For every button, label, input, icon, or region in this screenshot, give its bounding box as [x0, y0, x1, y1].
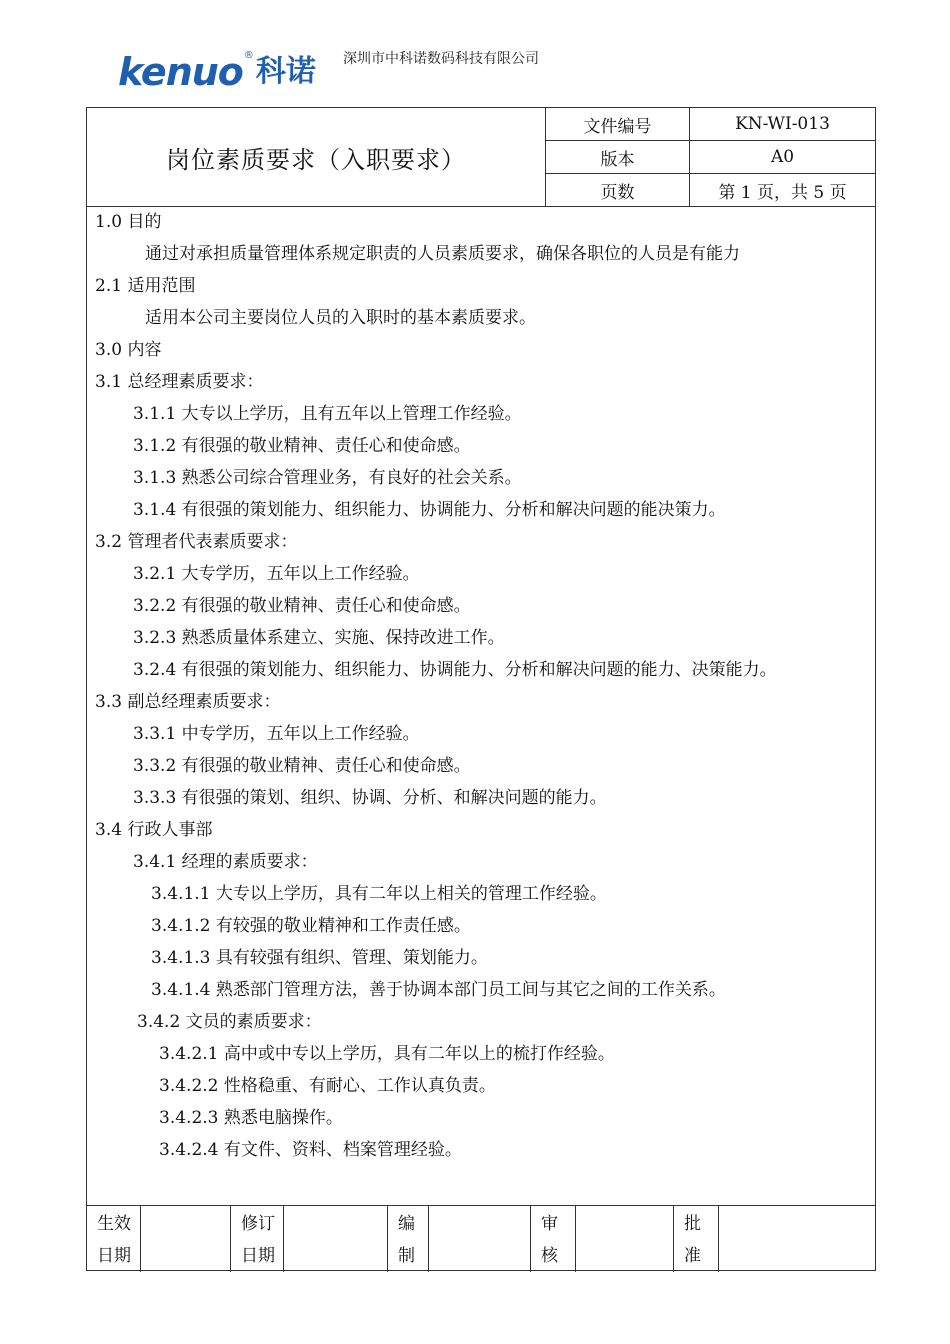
subsection-heading: 3.4.1 经理的素质要求：	[133, 852, 318, 872]
section-heading: 2.1 适用范围	[95, 276, 196, 296]
subsection-heading: 3.4.2 文员的素质要求：	[137, 1012, 322, 1032]
document-frame	[86, 107, 876, 1271]
list-item: 3.4.2.3 熟悉电脑操作。	[159, 1108, 343, 1128]
effective-date-label: 生效 日期	[87, 1206, 141, 1272]
header-table	[87, 108, 875, 207]
prepared-by-value[interactable]	[429, 1206, 531, 1272]
meta-value: KN-WI-013	[735, 114, 830, 134]
meta-key: 文件编号	[546, 108, 690, 140]
reviewed-by-value[interactable]	[576, 1206, 674, 1272]
list-item: 3.2.4 有很强的策划能力、组织能力、协调能力、分析和解决问题的能力、决策能力。	[133, 660, 777, 680]
revision-date-label: 修订 日期	[231, 1206, 284, 1272]
document-meta	[546, 108, 875, 206]
section-heading: 3.2 管理者代表素质要求：	[95, 532, 298, 552]
list-item: 3.2.1 大专学历，五年以上工作经验。	[133, 564, 420, 584]
effective-date-value[interactable]	[141, 1206, 231, 1272]
list-item: 3.4.2.4 有文件、资料、档案管理经验。	[159, 1140, 462, 1160]
meta-row-version	[546, 141, 875, 173]
list-item: 3.4.2.2 性格稳重、有耐心、工作认真负责。	[159, 1076, 496, 1096]
reviewed-by-label: 审 核	[531, 1206, 576, 1272]
list-item: 3.1.3 熟悉公司综合管理业务，有良好的社会关系。	[133, 468, 522, 488]
section-heading: 3.3 副总经理素质要求：	[95, 692, 281, 712]
meta-row-pages	[546, 174, 875, 206]
logo-chinese: 科诺	[255, 54, 316, 89]
approved-by-label: 批 准	[674, 1206, 719, 1272]
list-item: 3.1.4 有很强的策划能力、组织能力、协调能力、分析和解决问题的能决策力。	[133, 500, 726, 520]
list-item: 3.4.1.2 有较强的敬业精神和工作责任感。	[151, 916, 471, 936]
meta-value: 第 1 页，共 5 页	[718, 182, 847, 203]
list-item: 3.1.1 大专以上学历，且有五年以上管理工作经验。	[133, 404, 522, 424]
list-item: 3.2.2 有很强的敬业精神、责任心和使命感。	[133, 596, 471, 616]
list-item: 3.3.1 中专学历，五年以上工作经验。	[133, 724, 420, 744]
body-text: 通过对承担质量管理体系规定职责的人员素质要求，确保各职位的人员是有能力	[145, 244, 740, 264]
meta-value: A0	[770, 147, 795, 167]
section-heading: 3.0 内容	[95, 340, 162, 360]
prepared-by-label: 编 制	[388, 1206, 429, 1272]
meta-key: 版本	[546, 141, 690, 173]
section-heading: 1.0 目的	[95, 212, 162, 232]
list-item: 3.4.1.3 具有较强有组织、管理、策划能力。	[151, 948, 488, 968]
company-name: 深圳市中科诺数码科技有限公司	[343, 51, 539, 67]
list-item: 3.2.3 熟悉质量体系建立、实施、保持改进工作。	[133, 628, 505, 648]
section-heading: 3.1 总经理素质要求：	[95, 372, 264, 392]
list-item: 3.4.1.4 熟悉部门管理方法，善于协调本部门员工间与其它之间的工作关系。	[151, 980, 726, 1000]
company-logo	[118, 48, 316, 92]
section-heading: 3.4 行政人事部	[95, 820, 213, 840]
list-item: 3.3.3 有很强的策划、组织、协调、分析、和解决问题的能力。	[133, 788, 607, 808]
body-text: 适用本公司主要岗位人员的入职时的基本素质要求。	[145, 308, 536, 328]
registered-mark: ®	[243, 50, 254, 61]
approved-by-value[interactable]	[719, 1206, 875, 1272]
list-item: 3.4.2.1 高中或中专以上学历，具有二年以上的梳打作经验。	[159, 1044, 615, 1064]
meta-key: 页数	[546, 174, 690, 206]
approval-table	[87, 1205, 875, 1272]
meta-row-doc-number	[546, 108, 875, 140]
list-item: 3.3.2 有很强的敬业精神、责任心和使命感。	[133, 756, 471, 776]
list-item: 3.1.2 有很强的敬业精神、责任心和使命感。	[133, 436, 471, 456]
document-title: 岗位素质要求（入职要求）	[87, 108, 546, 206]
revision-date-value[interactable]	[284, 1206, 388, 1272]
list-item: 3.4.1.1 大专以上学历，具有二年以上相关的管理工作经验。	[151, 884, 607, 904]
logo-wordmark: kenuo	[118, 50, 243, 94]
